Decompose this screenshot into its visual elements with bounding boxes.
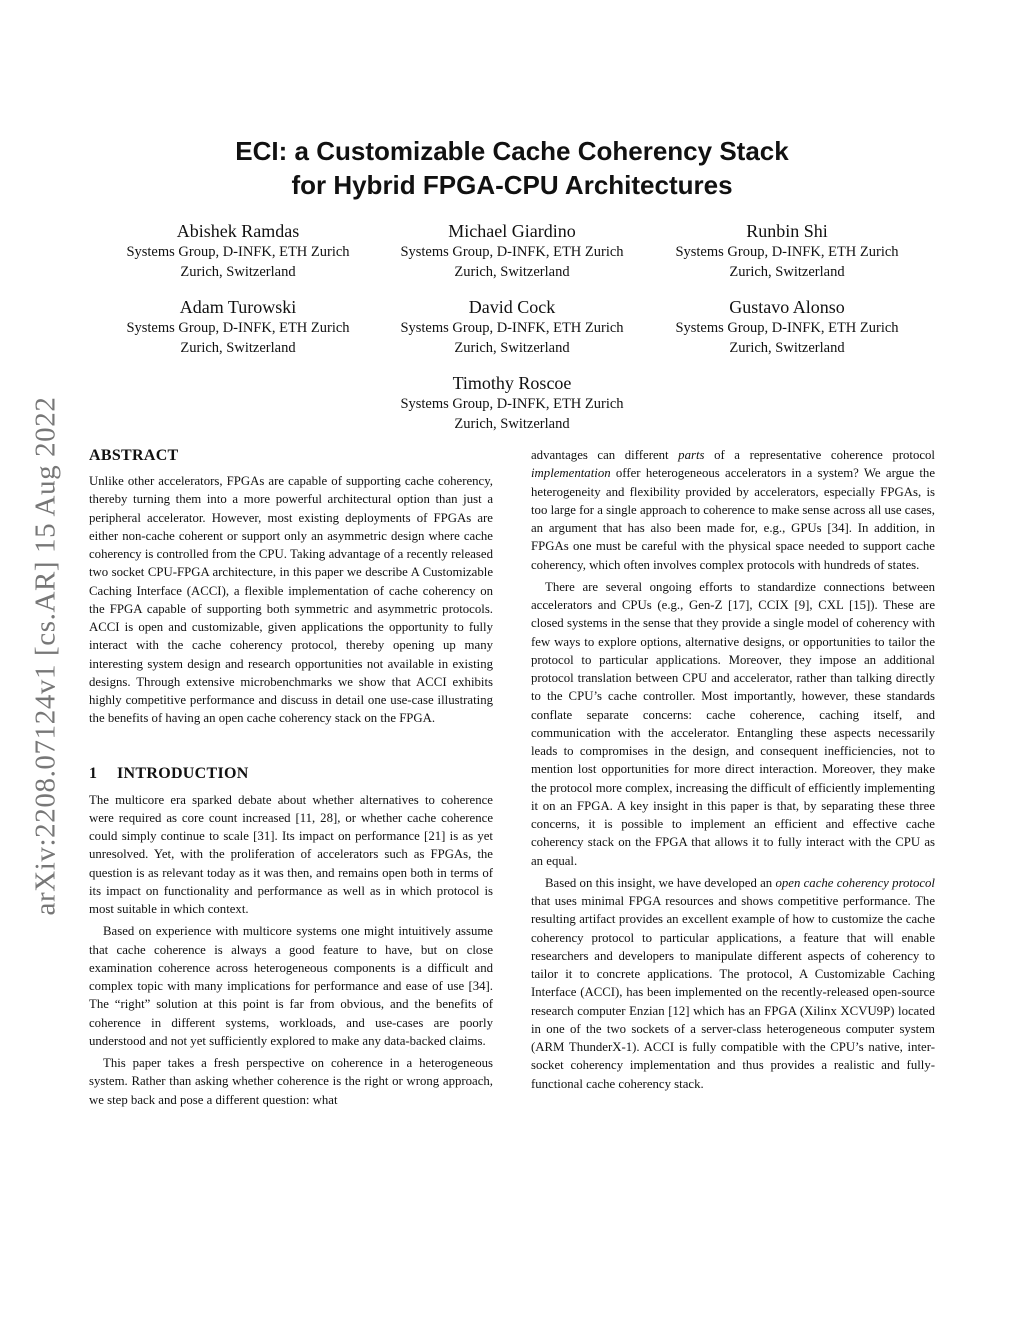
author-name: Michael Giardino [448, 221, 576, 241]
author-affiliation: Systems Group, D-INFK, ETH Zurich [126, 244, 350, 260]
paper-title-line-1: ECI: a Customizable Cache Coherency Stack [235, 136, 789, 166]
author-affiliation: Systems Group, D-INFK, ETH Zurich [400, 396, 624, 412]
author-affiliation: Systems Group, D-INFK, ETH Zurich [400, 320, 624, 336]
author-location: Zurich, Switzerland [180, 340, 296, 356]
author-affiliation: Systems Group, D-INFK, ETH Zurich [400, 244, 624, 260]
intro-paragraph-continued: advantages can different parts of a representative coherence protocol implementation offer heterogeneous accelerators in a system? We argue the heterogeneity and flexibility provided by accelerators, especially FPGAs, is too large for a single approach to coherence to make sense across all use cases, an argument that has also been made for, e.g., GPUs [34]. In addition, in FPGAs one must be careful with the physical space needed to support cache coherency, which often involves complex protocols with hundreds of states. [531, 448, 935, 572]
author-name: Gustavo Alonso [729, 297, 845, 317]
section-number: 1 [89, 764, 98, 782]
introduction-heading [89, 764, 493, 784]
section-title: INTRODUCTION [117, 764, 249, 782]
author-affiliation: Systems Group, D-INFK, ETH Zurich [675, 244, 899, 260]
right-column [531, 446, 935, 1093]
author-block-7 [377, 372, 647, 434]
intro-paragraph-standards: There are several ongoing efforts to standardize connections between accelerators and CPUs (e.g., Gen-Z [17], CCIX [9], CXL [15]). These are closed systems in the sense that they provide a single model of coherency with few ways to explore options, alternative designs, or opportunities to tailor the protocol to particular applications. Moreover, they impose an additional protocol translation between CPU and accelerator, rather than talking directly to the CPU’s cache controller. Most importantly, however, these standards conflate separate concerns: cache coherence, caching itself, and communication with the accelerator. Entangling these aspects necessarily leads to compromises in the design, and consequent inefficiencies, not to mention lost opportunities for more direct interaction. Moreover, they make the protocol more complex, increasing the difficult of efficiently implementing it on an FPGA. A key insight in this paper is that, by separating these three concerns, it is possible to implement an efficient and effective cache coherency stack on the FPGA that allows it to fully interact with the CPU as an equal. [531, 579, 935, 868]
author-affiliation: Systems Group, D-INFK, ETH Zurich [126, 320, 350, 336]
intro-paragraph-3: This paper takes a fresh perspective on coherence in a heterogeneous system. Rather than asking whether coherence is the right or wrong approach, we step back and pose a different question: what [89, 1056, 493, 1107]
author-name: Runbin Shi [746, 221, 828, 241]
emphasis-open-cache-coherency-protocol: open cache coherency protocol [775, 875, 935, 890]
arxiv-identifier-text: arXiv:2208.07124v1 [cs.AR] 15 Aug 2022 [29, 396, 62, 916]
intro-paragraph-2: Based on experience with multicore systems one might intuitively assume that cache coherence is always a good feature to have, but on close examination coherence across heterogeneous components is a difficult and complex topic with many implications for performance and ease of use [34]. The “right” solution at this point is far from obvious, and the benefits of coherence in different systems, workloads, and use-cases are poorly understood and not yet sufficiently explored to make any data-backed claims. [89, 924, 493, 1048]
author-block-2 [377, 220, 647, 282]
author-location: Zurich, Switzerland [180, 264, 296, 280]
author-location: Zurich, Switzerland [454, 264, 570, 280]
author-block-6 [652, 296, 922, 358]
author-name: Abishek Ramdas [176, 221, 300, 241]
abstract-heading: ABSTRACT [89, 447, 179, 464]
author-location: Zurich, Switzerland [729, 340, 845, 356]
author-block-1 [103, 220, 373, 282]
author-name: Timothy Roscoe [452, 373, 572, 393]
author-name: David Cock [468, 297, 556, 317]
intro-paragraph-1: The multicore era sparked debate about whether alternatives to coherence were required as core count increased [11, 28], or whether cache coherence could simply continue to scale [31]. Its impact on performance [21] is as yet unresolved. Yet, with the proliferation of accelerators such as FPGAs, the question is as relevant today as it was then, and remains open both in terms of its impact on functionality and performance as well as in which protocol is most suitable in which context. [89, 792, 493, 916]
author-block-4 [103, 296, 373, 358]
author-location: Zurich, Switzerland [454, 416, 570, 432]
emphasis-parts: parts [678, 448, 705, 462]
emphasis-implementation: implementation [531, 466, 611, 481]
paper-title [0, 134, 1024, 202]
author-location: Zurich, Switzerland [729, 264, 845, 280]
paper-title-line-2: for Hybrid FPGA-CPU Architectures [291, 170, 733, 200]
left-column [89, 446, 493, 1109]
author-name: Adam Turowski [179, 297, 297, 317]
author-affiliation: Systems Group, D-INFK, ETH Zurich [675, 320, 899, 336]
intro-paragraph-insight: Based on this insight, we have developed an open cache coherency protocol that uses minimal FPGA resources and shows competitive performance. The resulting artifact provides an excellent example of how to customize the cache coherency protocol to particular applications, a feature that will enable researchers and developers to manipulate different aspects of coherency to tailor it to concrete applications. The protocol, A Customizable Caching Interface (ACCI), has been implemented on the recently-released open-source research computer Enzian [12] which has an FPGA (Xilinx XCVU9P) located in one of the two sockets of a server-class heterogeneous computer system (ARM ThunderX-1). ACCI is fully compatible with the CPU’s native, inter-socket coherency implementation and thus provides a realistic and fully-functional cache coherency stack. [531, 875, 935, 1091]
author-block-5 [377, 296, 647, 358]
author-block-3 [652, 220, 922, 282]
author-location: Zurich, Switzerland [454, 340, 570, 356]
abstract-text: Unlike other accelerators, FPGAs are capable of supporting cache coherency, thereby turning them into a more powerful architectural option than just a peripheral accelerator. However, most existing deployments of FPGAs are either non-cache coherent or support only an asymmetric design where cache coherency is controlled from the CPU. Taking advantage of a recently released two socket CPU-FPGA architecture, in this paper we describe A Customizable Caching Interface (ACCI), a flexible implementation of cache coherency on the FPGA capable of supporting both symmetric and asymmetric protocols. ACCI is open and customizable, given applications the opportunity to fully interact with the cache coherency protocol, thereby opening up many interesting system design and research opportunities not available in existing designs. Through extensive microbenchmarks we show that ACCI exhibits highly competitive performance and discuss in detail one use-case illustrating the benefits of having an open cache coherency stack on the FPGA. [89, 474, 493, 726]
